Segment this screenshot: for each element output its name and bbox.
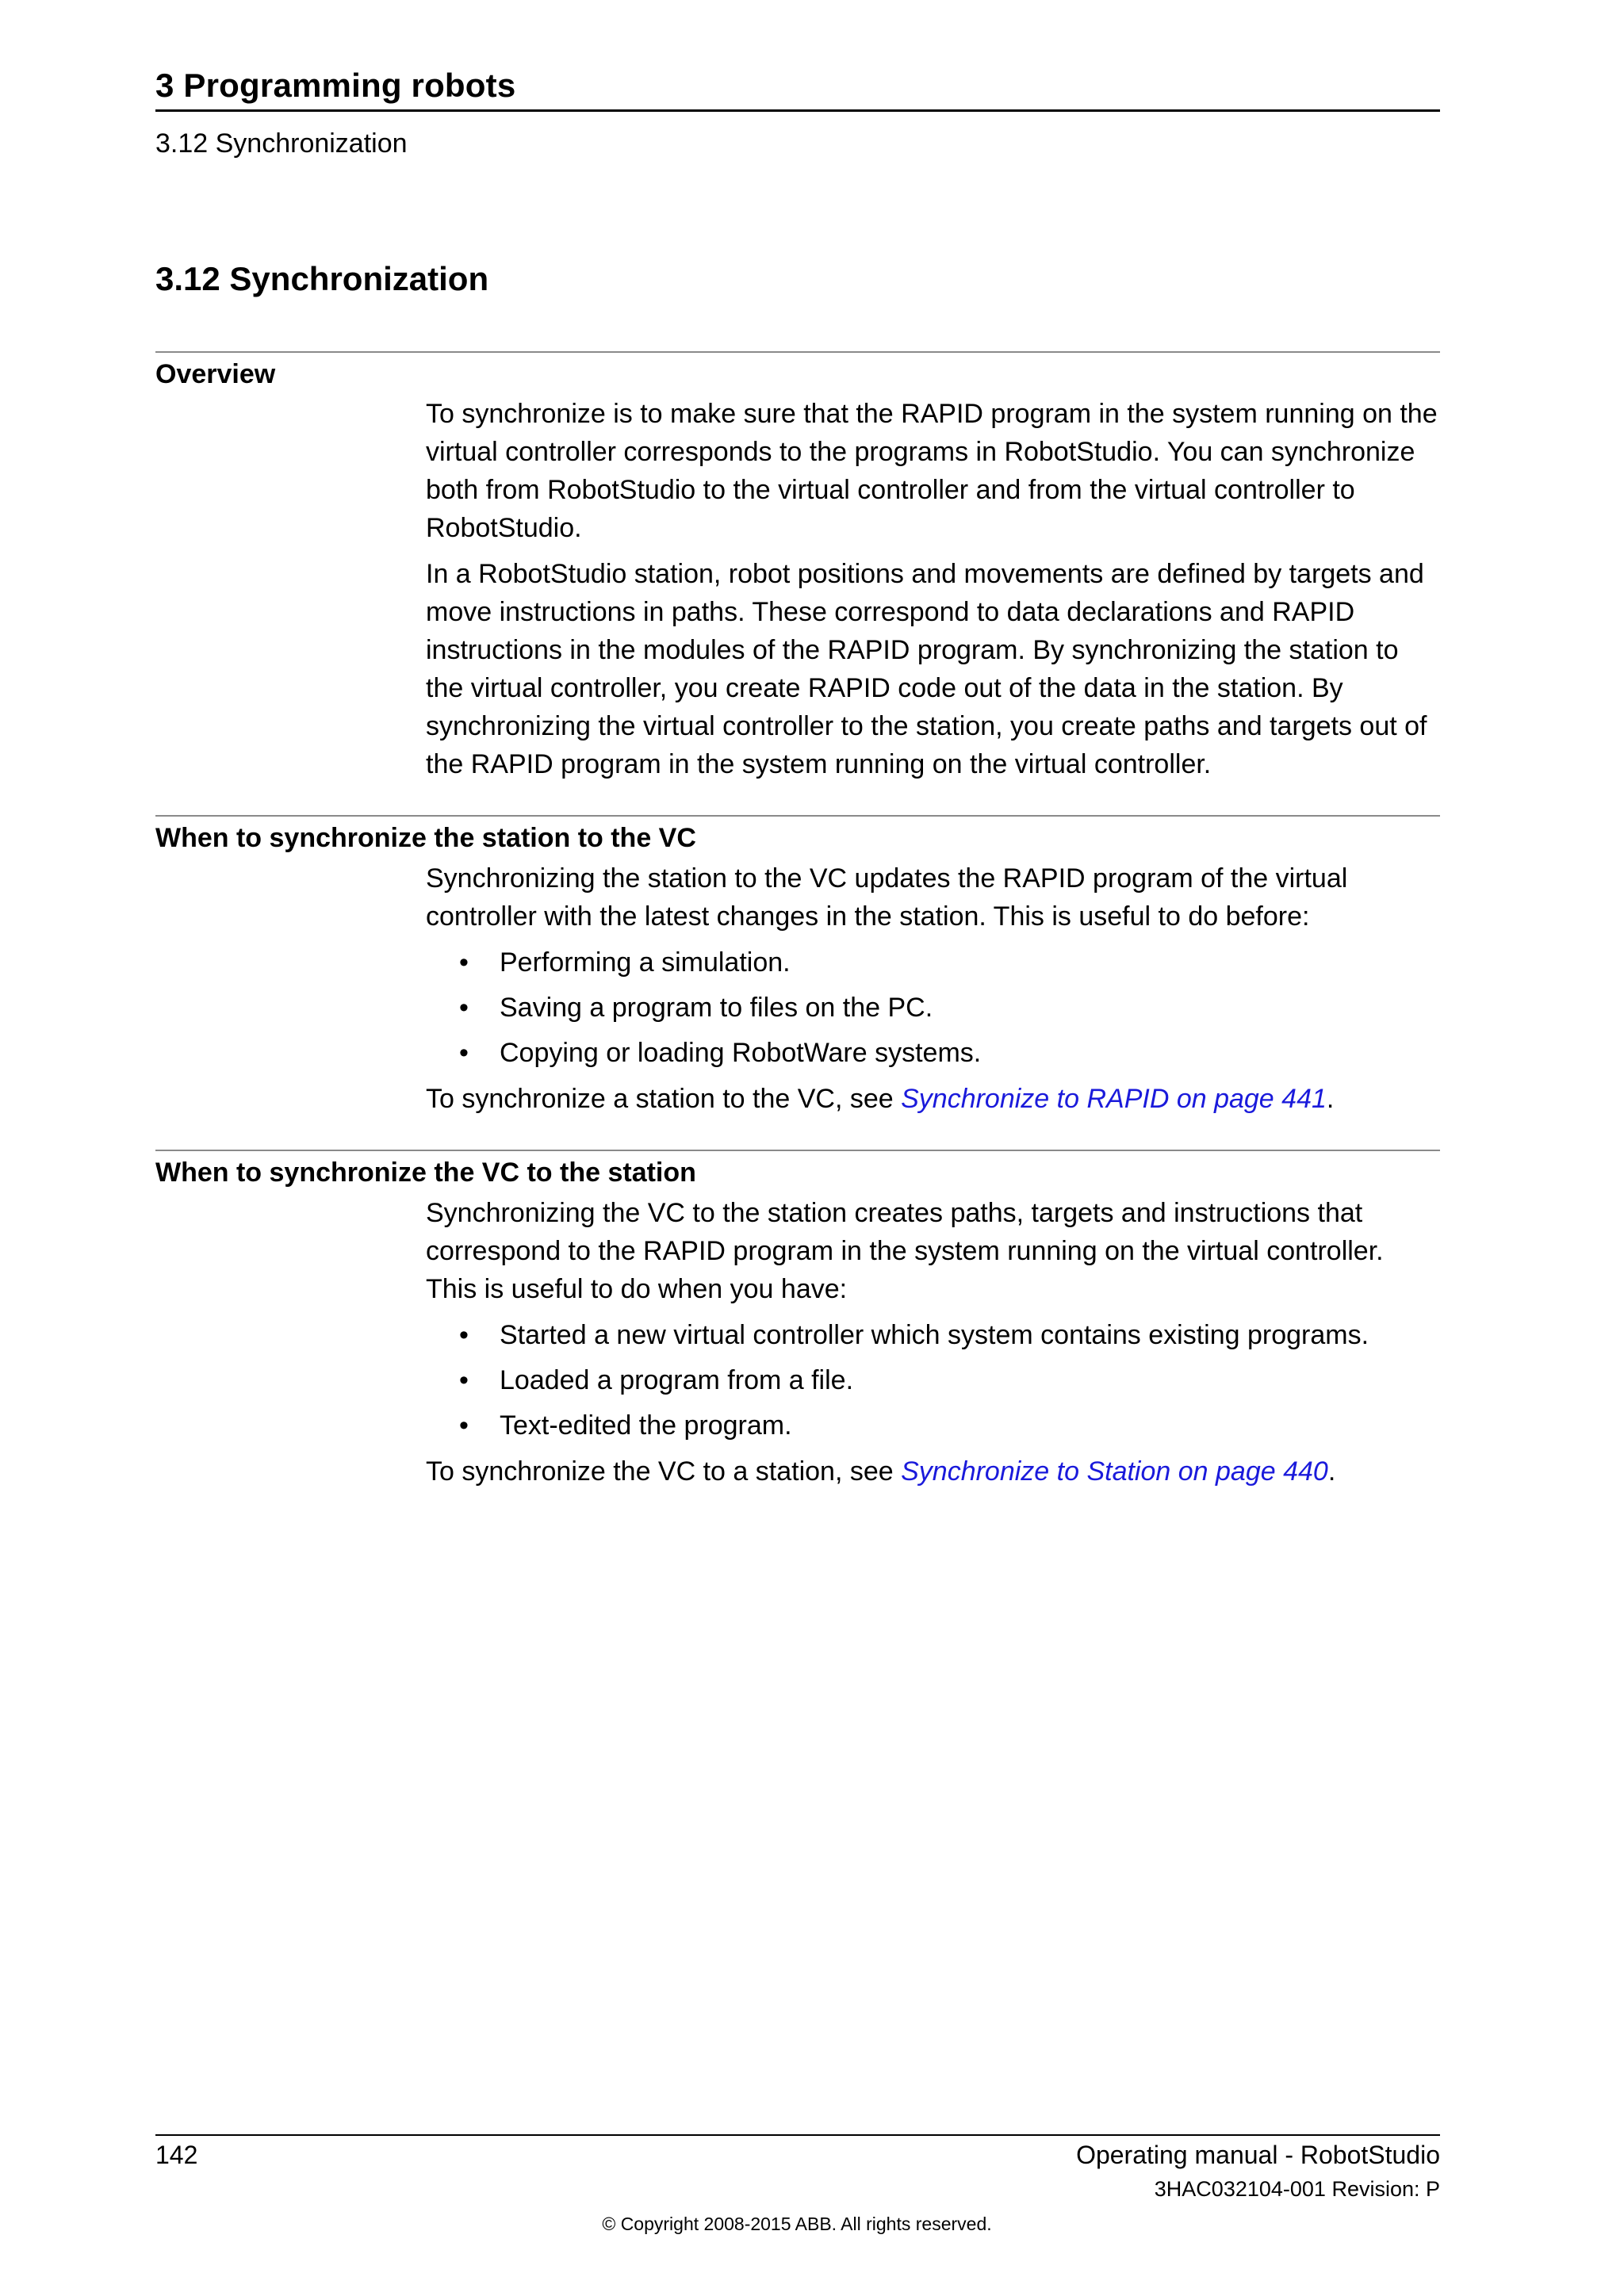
running-section-title: 3.12 Synchronization — [155, 128, 408, 159]
overview-paragraph: In a RobotStudio station, robot positions and movements are defined by targets and move instructions in paths. These correspond to data declarations and RAPID instructions in the modules of the RAPID program. By synchronizing the station to the virtual controller, you create RAPID code out of the data in the station. By synchronizing the virtual controller to the station, you create paths and targets out of the RAPID program in the system running on the virtual controller. — [426, 559, 1427, 779]
vc-to-station-intro: Synchronizing the VC to the station creates paths, targets and instructions that correspond to the RAPID program in the system running on the virtual controller. This is useful to do when you have: — [426, 1198, 1384, 1304]
station-to-vc-intro: Synchronizing the station to the VC updates the RAPID program of the virtual controller with the latest changes in the station. This is useful to do before: — [426, 863, 1348, 932]
vc-to-station-see-also: To synchronize the VC to a station, see Synchronize to Station on page 440. — [426, 1456, 1336, 1487]
list-item: • Saving a program to files on the PC. — [426, 989, 1440, 1027]
station-to-vc-body — [426, 859, 1440, 1126]
copyright-notice: © Copyright 2008-2015 ABB. All rights reserved. — [602, 2214, 992, 2234]
bullet-icon: • — [459, 947, 469, 978]
overview-body — [426, 395, 1440, 791]
list-item: • Copying or loading RobotWare systems. — [426, 1034, 1440, 1072]
vc-to-station-heading: When to synchronize the VC to the station — [155, 1158, 696, 1188]
station-to-vc-bullet-list — [426, 943, 1440, 1072]
overview-heading: Overview — [155, 359, 276, 389]
bullet-icon: • — [459, 1365, 469, 1395]
manual-title: Operating manual - RobotStudio — [1076, 2141, 1440, 2169]
synchronize-to-rapid-link[interactable]: Synchronize to RAPID on page 441 — [901, 1084, 1327, 1114]
bullet-icon: • — [459, 993, 469, 1023]
bullet-icon: • — [459, 1410, 469, 1441]
synchronize-to-station-link[interactable]: Synchronize to Station on page 440 — [901, 1456, 1328, 1487]
chapter-title: 3 Programming robots — [155, 67, 516, 104]
bullet-icon: • — [459, 1320, 469, 1350]
vc-to-station-body — [426, 1194, 1440, 1498]
overview-paragraph: To synchronize is to make sure that the RAPID program in the system running on the virtual controller corresponds to the programs in RobotStudio. You can synchronize both from RobotStudio to the virtual controller and from the virtual controller to RobotStudio. — [426, 399, 1438, 543]
station-to-vc-rule — [155, 815, 1440, 817]
station-to-vc-heading: When to synchronize the station to the VC — [155, 823, 696, 853]
station-to-vc-see-also: To synchronize a station to the VC, see Synchronize to RAPID on page 441. — [426, 1084, 1335, 1114]
section-heading: 3.12 Synchronization — [155, 260, 489, 297]
page-number: 142 — [155, 2141, 198, 2169]
header-rule — [155, 109, 1440, 112]
vc-to-station-rule — [155, 1150, 1440, 1151]
bullet-icon: • — [459, 1038, 469, 1068]
overview-rule — [155, 351, 1440, 353]
document-id: 3HAC032104-001 Revision: P — [1154, 2177, 1440, 2201]
list-item: • Started a new virtual controller which system contains existing programs. — [426, 1316, 1440, 1354]
list-item: • Text-edited the program. — [426, 1406, 1440, 1445]
list-item: • Loaded a program from a file. — [426, 1361, 1440, 1399]
footer-rule — [155, 2134, 1440, 2136]
vc-to-station-bullet-list — [426, 1316, 1440, 1445]
list-item: • Performing a simulation. — [426, 943, 1440, 982]
